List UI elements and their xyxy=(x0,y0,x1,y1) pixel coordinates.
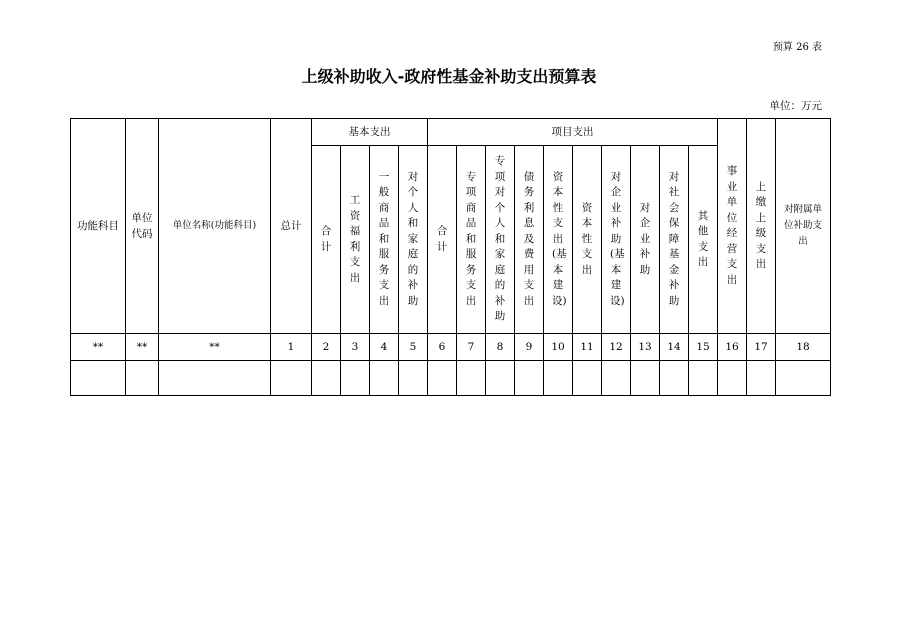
index-cell: 4 xyxy=(370,334,399,361)
header-project-debt: 债务利息及费用支出 xyxy=(515,146,544,334)
header-basic-group: 基本支出 xyxy=(312,119,428,146)
index-cell: ** xyxy=(71,334,126,361)
header-project-enterprise-build: 对企业补助(基本建设) xyxy=(602,146,631,334)
index-cell: 9 xyxy=(515,334,544,361)
index-cell: ** xyxy=(159,334,271,361)
index-cell: 2 xyxy=(312,334,341,361)
index-cell: 11 xyxy=(573,334,602,361)
index-cell: 15 xyxy=(689,334,718,361)
table-row xyxy=(71,361,831,396)
header-basic-family: 对个人和家庭的补助 xyxy=(399,146,428,334)
header-project-family: 专项对个人和家庭的补助 xyxy=(486,146,515,334)
header-total: 总计 xyxy=(271,119,312,334)
header-sub: 对附属单位补助支出 xyxy=(776,119,831,334)
budget-table xyxy=(70,118,831,396)
page-title: 上级补助收入-政府性基金补助支出预算表 xyxy=(301,67,597,86)
header-basic-wages: 工资福利支出 xyxy=(341,146,370,334)
header-project-group: 项目支出 xyxy=(428,119,718,146)
header-upper: 上缴上级支出 xyxy=(747,119,776,334)
index-cell: 14 xyxy=(660,334,689,361)
header-project-goods: 专项商品和服务支出 xyxy=(457,146,486,334)
index-cell: 5 xyxy=(399,334,428,361)
header-unit-code: 单位代码 xyxy=(126,119,159,334)
index-cell: 13 xyxy=(631,334,660,361)
header-basic-goods: 一般商品和服务支出 xyxy=(370,146,399,334)
index-cell: 6 xyxy=(428,334,457,361)
header-project-capital: 资本性支出 xyxy=(573,146,602,334)
index-cell: 17 xyxy=(747,334,776,361)
header-project-total: 合计 xyxy=(428,146,457,334)
header-biz: 事业单位经营支出 xyxy=(718,119,747,334)
header-project-enterprise: 对企业补助 xyxy=(631,146,660,334)
index-cell: 18 xyxy=(776,334,831,361)
index-row xyxy=(71,334,831,361)
header-unit-name: 单位名称(功能科目) xyxy=(159,119,271,334)
header-project-capital-build: 资本性支出(基本建设) xyxy=(544,146,573,334)
index-cell: 1 xyxy=(271,334,312,361)
header-basic-total: 合计 xyxy=(312,146,341,334)
index-cell: 16 xyxy=(718,334,747,361)
index-cell: 7 xyxy=(457,334,486,361)
header-project-social: 对社会保障基金补助 xyxy=(660,146,689,334)
index-cell: 10 xyxy=(544,334,573,361)
header-func-subject: 功能科目 xyxy=(71,119,126,334)
index-cell: 8 xyxy=(486,334,515,361)
header-project-other: 其他支出 xyxy=(689,146,718,334)
index-cell: 12 xyxy=(602,334,631,361)
index-cell: ** xyxy=(126,334,159,361)
table-code: 预算 26 表 xyxy=(772,42,822,53)
unit-label: 单位：万元 xyxy=(769,100,822,112)
index-cell: 3 xyxy=(341,334,370,361)
